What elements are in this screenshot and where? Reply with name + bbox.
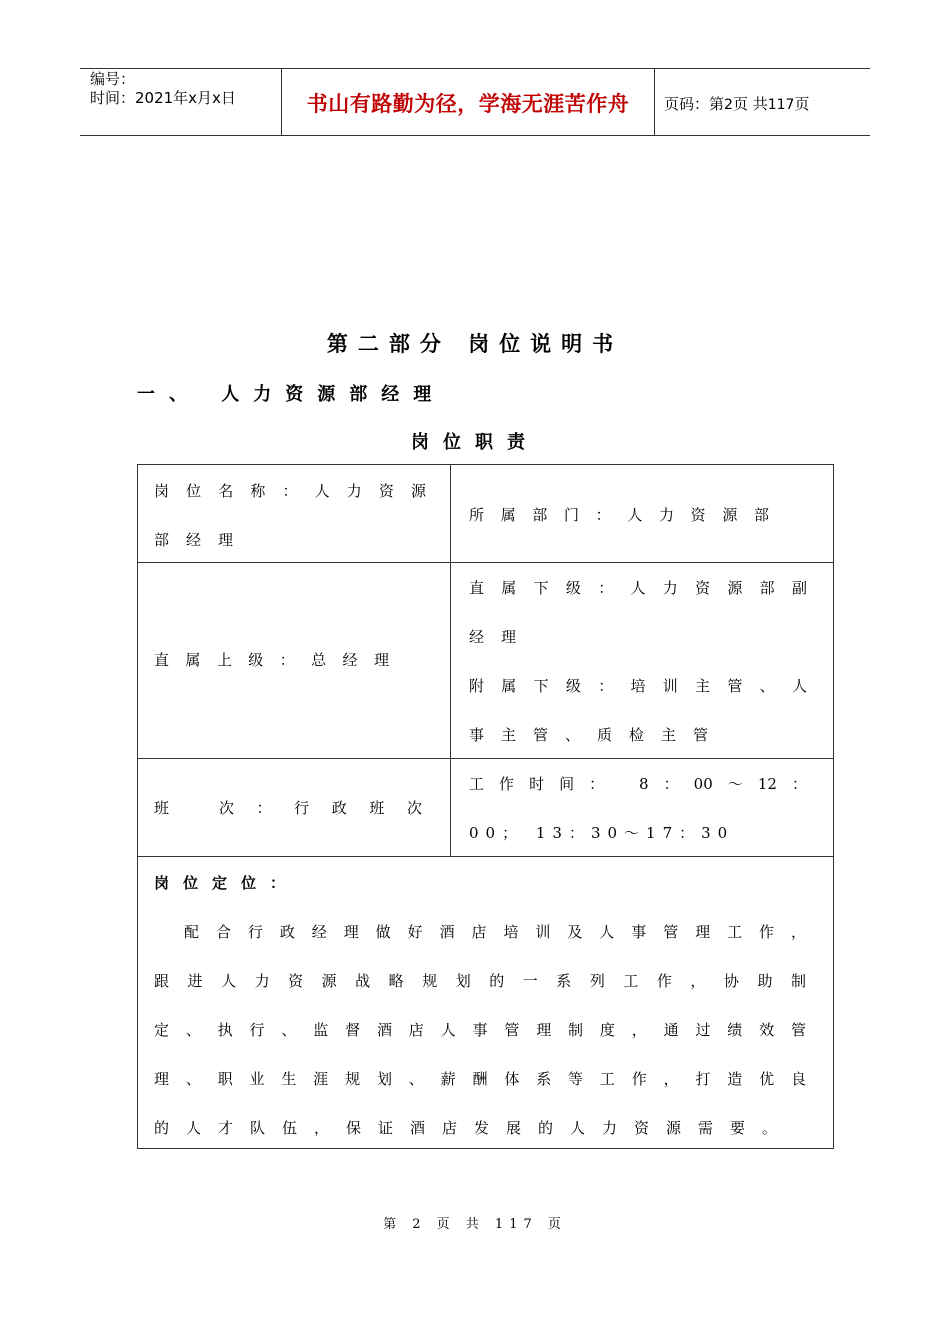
page-prefix: 页码：第	[664, 95, 725, 113]
positioning-line: 配合行政经理做好酒店培训及人事管理工作，	[184, 923, 806, 941]
position-name-line2: 部经理	[154, 531, 251, 549]
header-page-info	[664, 93, 809, 114]
positioning-body	[154, 908, 806, 1153]
header-divider-left	[281, 68, 282, 135]
total-pages: 117	[767, 97, 795, 113]
department-cell	[469, 491, 769, 540]
shift-cell	[154, 784, 422, 833]
direct-superior-cell	[154, 636, 389, 685]
header-meta	[90, 70, 236, 108]
working-hours-line2: 00； 13：30～17：30	[469, 824, 735, 842]
shift-text: 班 次：行政班次	[154, 799, 422, 817]
subordinates-cell	[469, 564, 807, 760]
page-footer: 第 2 页 共 117 页	[383, 1217, 567, 1232]
serial-label: 编号：	[90, 70, 136, 88]
direct-subordinate-line2: 经理	[469, 628, 534, 646]
section-title: 一、 人力资源部经理	[137, 384, 446, 405]
page-mid: 页 共	[732, 95, 768, 113]
affiliated-subordinate-line1: 附属下级：培训主管、人	[469, 677, 807, 695]
positioning-line: 跟进人力资源战略规划的一系列工作，协助制	[154, 972, 806, 990]
position-name-cell	[154, 467, 426, 565]
header-top-rule	[80, 68, 870, 69]
positioning-line: 的人才队伍，保证酒店发展的人力资源需要。	[154, 1119, 795, 1137]
department-text: 所属部门：人力资源部	[469, 506, 769, 524]
working-hours-line1: 工作时间： 8：00～12：	[469, 775, 807, 793]
working-hours-cell	[469, 760, 807, 858]
table-column-divider	[450, 465, 451, 856]
header-bottom-rule	[80, 135, 870, 136]
document-title: 第二部分 岗位说明书	[326, 332, 624, 356]
date-line: 时间：2021年x月x日	[90, 89, 236, 107]
direct-subordinate-line1: 直属下级：人力资源部副	[469, 579, 807, 597]
page-suffix: 页	[794, 95, 810, 113]
job-duties-table	[137, 464, 834, 1149]
positioning-line: 定、执行、监督酒店人事管理制度，通过绩效管	[154, 1021, 806, 1039]
positioning-line: 理、职业生涯规划、薪酬体系等工作，打造优良	[154, 1070, 806, 1088]
page-number: 2	[724, 97, 733, 113]
positioning-label: 岗位定位：	[154, 874, 300, 892]
position-name-line1: 岗位名称：人力资源	[154, 482, 426, 500]
table-title: 岗位职责	[411, 432, 539, 453]
header-divider-right	[654, 68, 655, 135]
affiliated-subordinate-line2: 事主管、质检主管	[469, 726, 726, 744]
header-motto: 书山有路勤为径，学海无涯苦作舟	[306, 92, 630, 116]
direct-superior-text: 直属上级：总经理	[154, 651, 389, 669]
